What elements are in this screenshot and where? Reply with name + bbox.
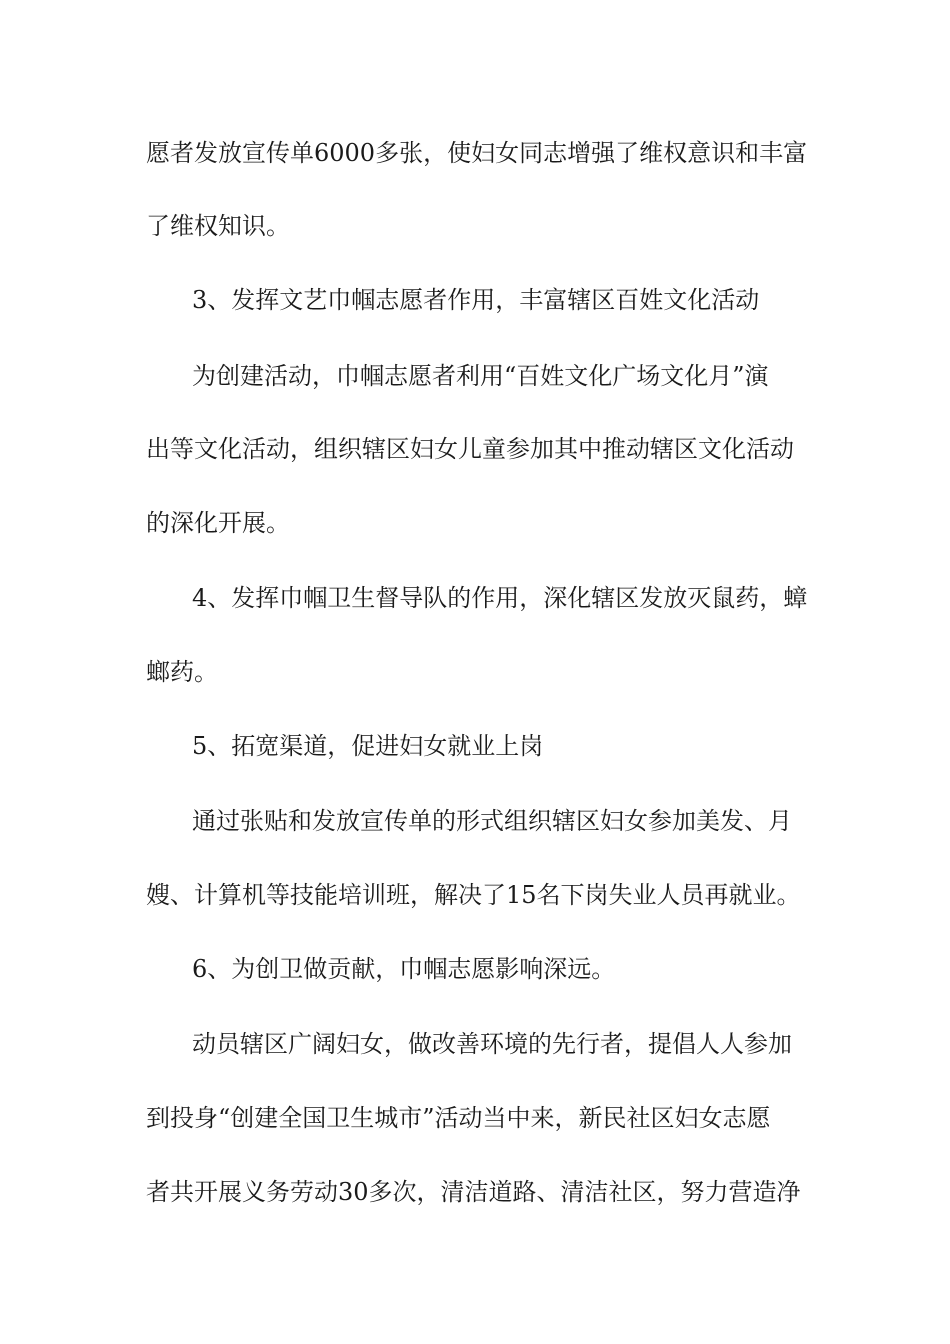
- text-line: 嫂、计算机等技能培训班，解决了15名下岗失业人员再就业。: [146, 881, 801, 909]
- text-line: 动员辖区广阔妇女，做改善环境的先行者，提倡人人参加: [192, 1030, 792, 1058]
- text-line: 到投身“创建全国卫生城市”活动当中来，新民社区妇女志愿: [146, 1104, 771, 1132]
- text-line: 者共开展义务劳动30多次，清洁道路、清洁社区，努力营造净: [146, 1178, 801, 1206]
- text-line: 了维权知识。: [146, 212, 290, 240]
- text-line: 的深化开展。: [146, 509, 290, 537]
- text-line: 出等文化活动，组织辖区妇女儿童参加其中推动辖区文化活动: [146, 435, 794, 463]
- section-heading: 5、拓宽渠道，促进妇女就业上岗: [192, 732, 544, 760]
- section-heading: 6、为创卫做贡献，巾帼志愿影响深远。: [192, 955, 616, 983]
- section-heading: 3、发挥文艺巾帼志愿者作用，丰富辖区百姓文化活动: [192, 286, 760, 314]
- text-line: 通过张贴和发放宣传单的形式组织辖区妇女参加美发、月: [192, 807, 792, 835]
- section-heading: 4、发挥巾帼卫生督导队的作用，深化辖区发放灭鼠药，蟑: [192, 584, 808, 612]
- text-line: 为创建活动，巾帼志愿者利用“百姓文化广场文化月”演: [192, 362, 769, 390]
- text-line: 螂药。: [146, 658, 218, 686]
- text-line: 愿者发放宣传单6000多张，使妇女同志增强了维权意识和丰富: [146, 139, 808, 167]
